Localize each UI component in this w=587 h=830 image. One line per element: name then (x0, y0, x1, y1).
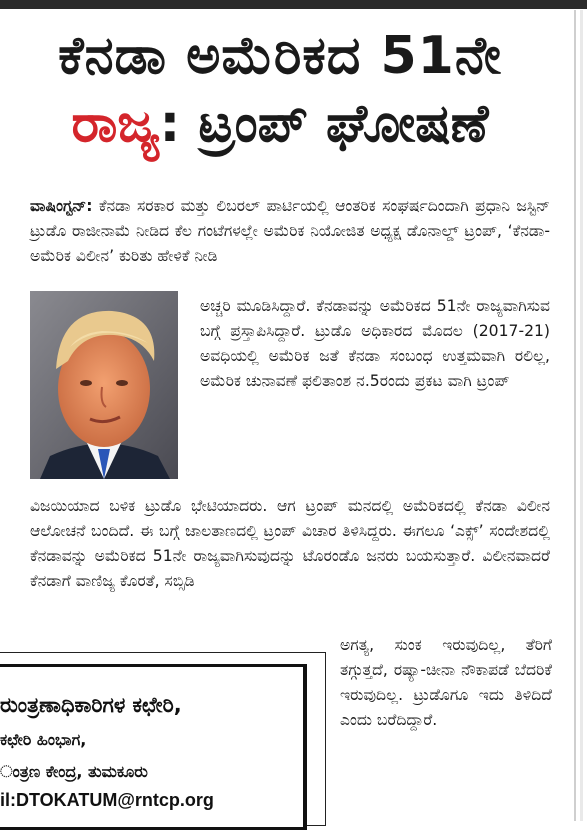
advert-address-line: ಕಛೇರಿ ಹಿಂಭಾಗ, (0, 730, 87, 749)
advert-office-title: ರುಂತ್ರಣಾಧಿಕಾರಿಗಳ ಕಛೇರಿ, (0, 693, 182, 717)
portrait-illustration (30, 291, 178, 479)
headline-line-2 (0, 94, 560, 154)
headline-rest: : ಟ್ರಂಪ್ ಘೋಷಣೆ (159, 94, 489, 154)
page-edge (580, 10, 583, 821)
column-rule (574, 10, 576, 821)
article-full-text: ವಿಜಯಿಯಾದ ಬಳಿಕ ಟ್ರುಡೊ ಭೇಟಿಯಾದರು. ಆಗ ಟ್ರಂಪ್ ಮನದಲ್ಲಿ ಅಮೆರಿಕದಲ್ಲಿ ಕೆನಡಾ ವಿಲೀನ ಆಲೋಚನೆ ಬಂದಿದೆ. ಈ ಬಗ್ಗೆ ಜಾಲತಾಣದಲ್ಲಿ ಟ್ರಂಪ್ ವಿಚಾರ ತಿಳಿಸಿದ್ದರು. ಈಗಲೂ ‘ಎಕ್ಸ್’ ಸಂದೇಶದಲ್ಲಿ ಕೆನಡಾವನ್ನು ಅಮೆರಿಕದ 51ನೇ ರಾಜ್ಯವಾಗಿಸುವುದನ್ನು ಟೊರಂಡೊ ಜನರು ಬಯಸುತ್ತಾರೆ. ವಿಲೀನವಾದರೆ ಕೆನಡಾಗೆ ವಾಣಿಜ್ಯ ಕೊರತೆ, ಸಬ್ಸಿಡಿ (30, 497, 550, 591)
top-bar (0, 0, 587, 9)
headline-red-word: ರಾಜ್ಯ (71, 94, 160, 154)
article-intro (30, 194, 550, 269)
advert-center-line: ಂತ್ರಣ ಕೇಂದ್ರ, ತುಮಕೂರು (0, 762, 148, 781)
article-narrow-text: ಅಗತ್ಯ, ಸುಂಕ ಇರುವುದಿಲ್ಲ, ತೆರಿಗೆ ತಗ್ಗುತ್ತದೆ, ರಷ್ಯಾ-ಚೀನಾ ನೌಕಾಪಡೆ ಬೆದರಿಕೆ ಇರುವುದಿಲ್ಲ. ಟ್ರುಡೊಗೂ ಇದು ತಿಳಿದಿದೆ ಎಂದು ಬರೆದಿದ್ದಾರೆ. (340, 636, 552, 730)
article-intro-text: ಕೆನಡಾ ಸರಕಾರ ಮತ್ತು ಲಿಬರಲ್ ಪಾರ್ಟಿಯಲ್ಲಿ ಆಂತರಿಕ ಸಂಘರ್ಷದಿಂದಾಗಿ ಪ್ರಧಾನಿ ಜಸ್ಟಿನ್ ಟ್ರುಡೊ ರಾಜೀನಾಮೆ ನೀಡಿದ ಕೆಲ ಗಂಟೆಗಳಲ್ಲೇ ಅಮೆರಿಕ ನಿಯೋಜಿತ ಅಧ್ಯಕ್ಷ ಡೊನಾಲ್ಡ್ ಟ್ರಂಪ್, ‘ಕೆನಡಾ- ಅಮೆರಿಕ ವಿಲೀನ’ ಕುರಿತು ಹೇಳಿಕೆ ನೀಡಿ (30, 197, 550, 266)
article-wrap-text: ಅಚ್ಚರಿ ಮೂಡಿಸಿದ್ದಾರೆ. ಕೆನಡಾವನ್ನು ಅಮೆರಿಕದ 51ನೇ ರಾಜ್ಯವಾಗಿಸುವ ಬಗ್ಗೆ ಪ್ರಸ್ತಾಪಿಸಿದ್ದಾರೆ. ಟ್ರುಡೊ ಅಧಿಕಾರದ ಮೊದಲ (2017-21) ಅವಧಿಯಲ್ಲಿ ಅಮೆರಿಕ ಜತೆ ಕೆನಡಾ ಸಂಬಂಧ ಉತ್ತಮವಾಗಿ ರಲಿಲ್ಲ, ಅಮೆರಿಕ ಚುನಾವಣೆ ಫಲಿತಾಂಶ ನ.5ರಂದು ಪ್ರಕಟ ವಾಗಿ ಟ್ರಂಪ್ (200, 297, 550, 391)
advert-email: il:DTOKATUM@rntcp.org (0, 790, 214, 810)
portrait-photo (30, 291, 178, 479)
dateline: ವಾಷಿಂಗ್ಟನ್: (30, 197, 93, 215)
headline-line-1: ಕೆನಡಾ ಅಮೆರಿಕದ 51ನೇ (58, 26, 502, 86)
